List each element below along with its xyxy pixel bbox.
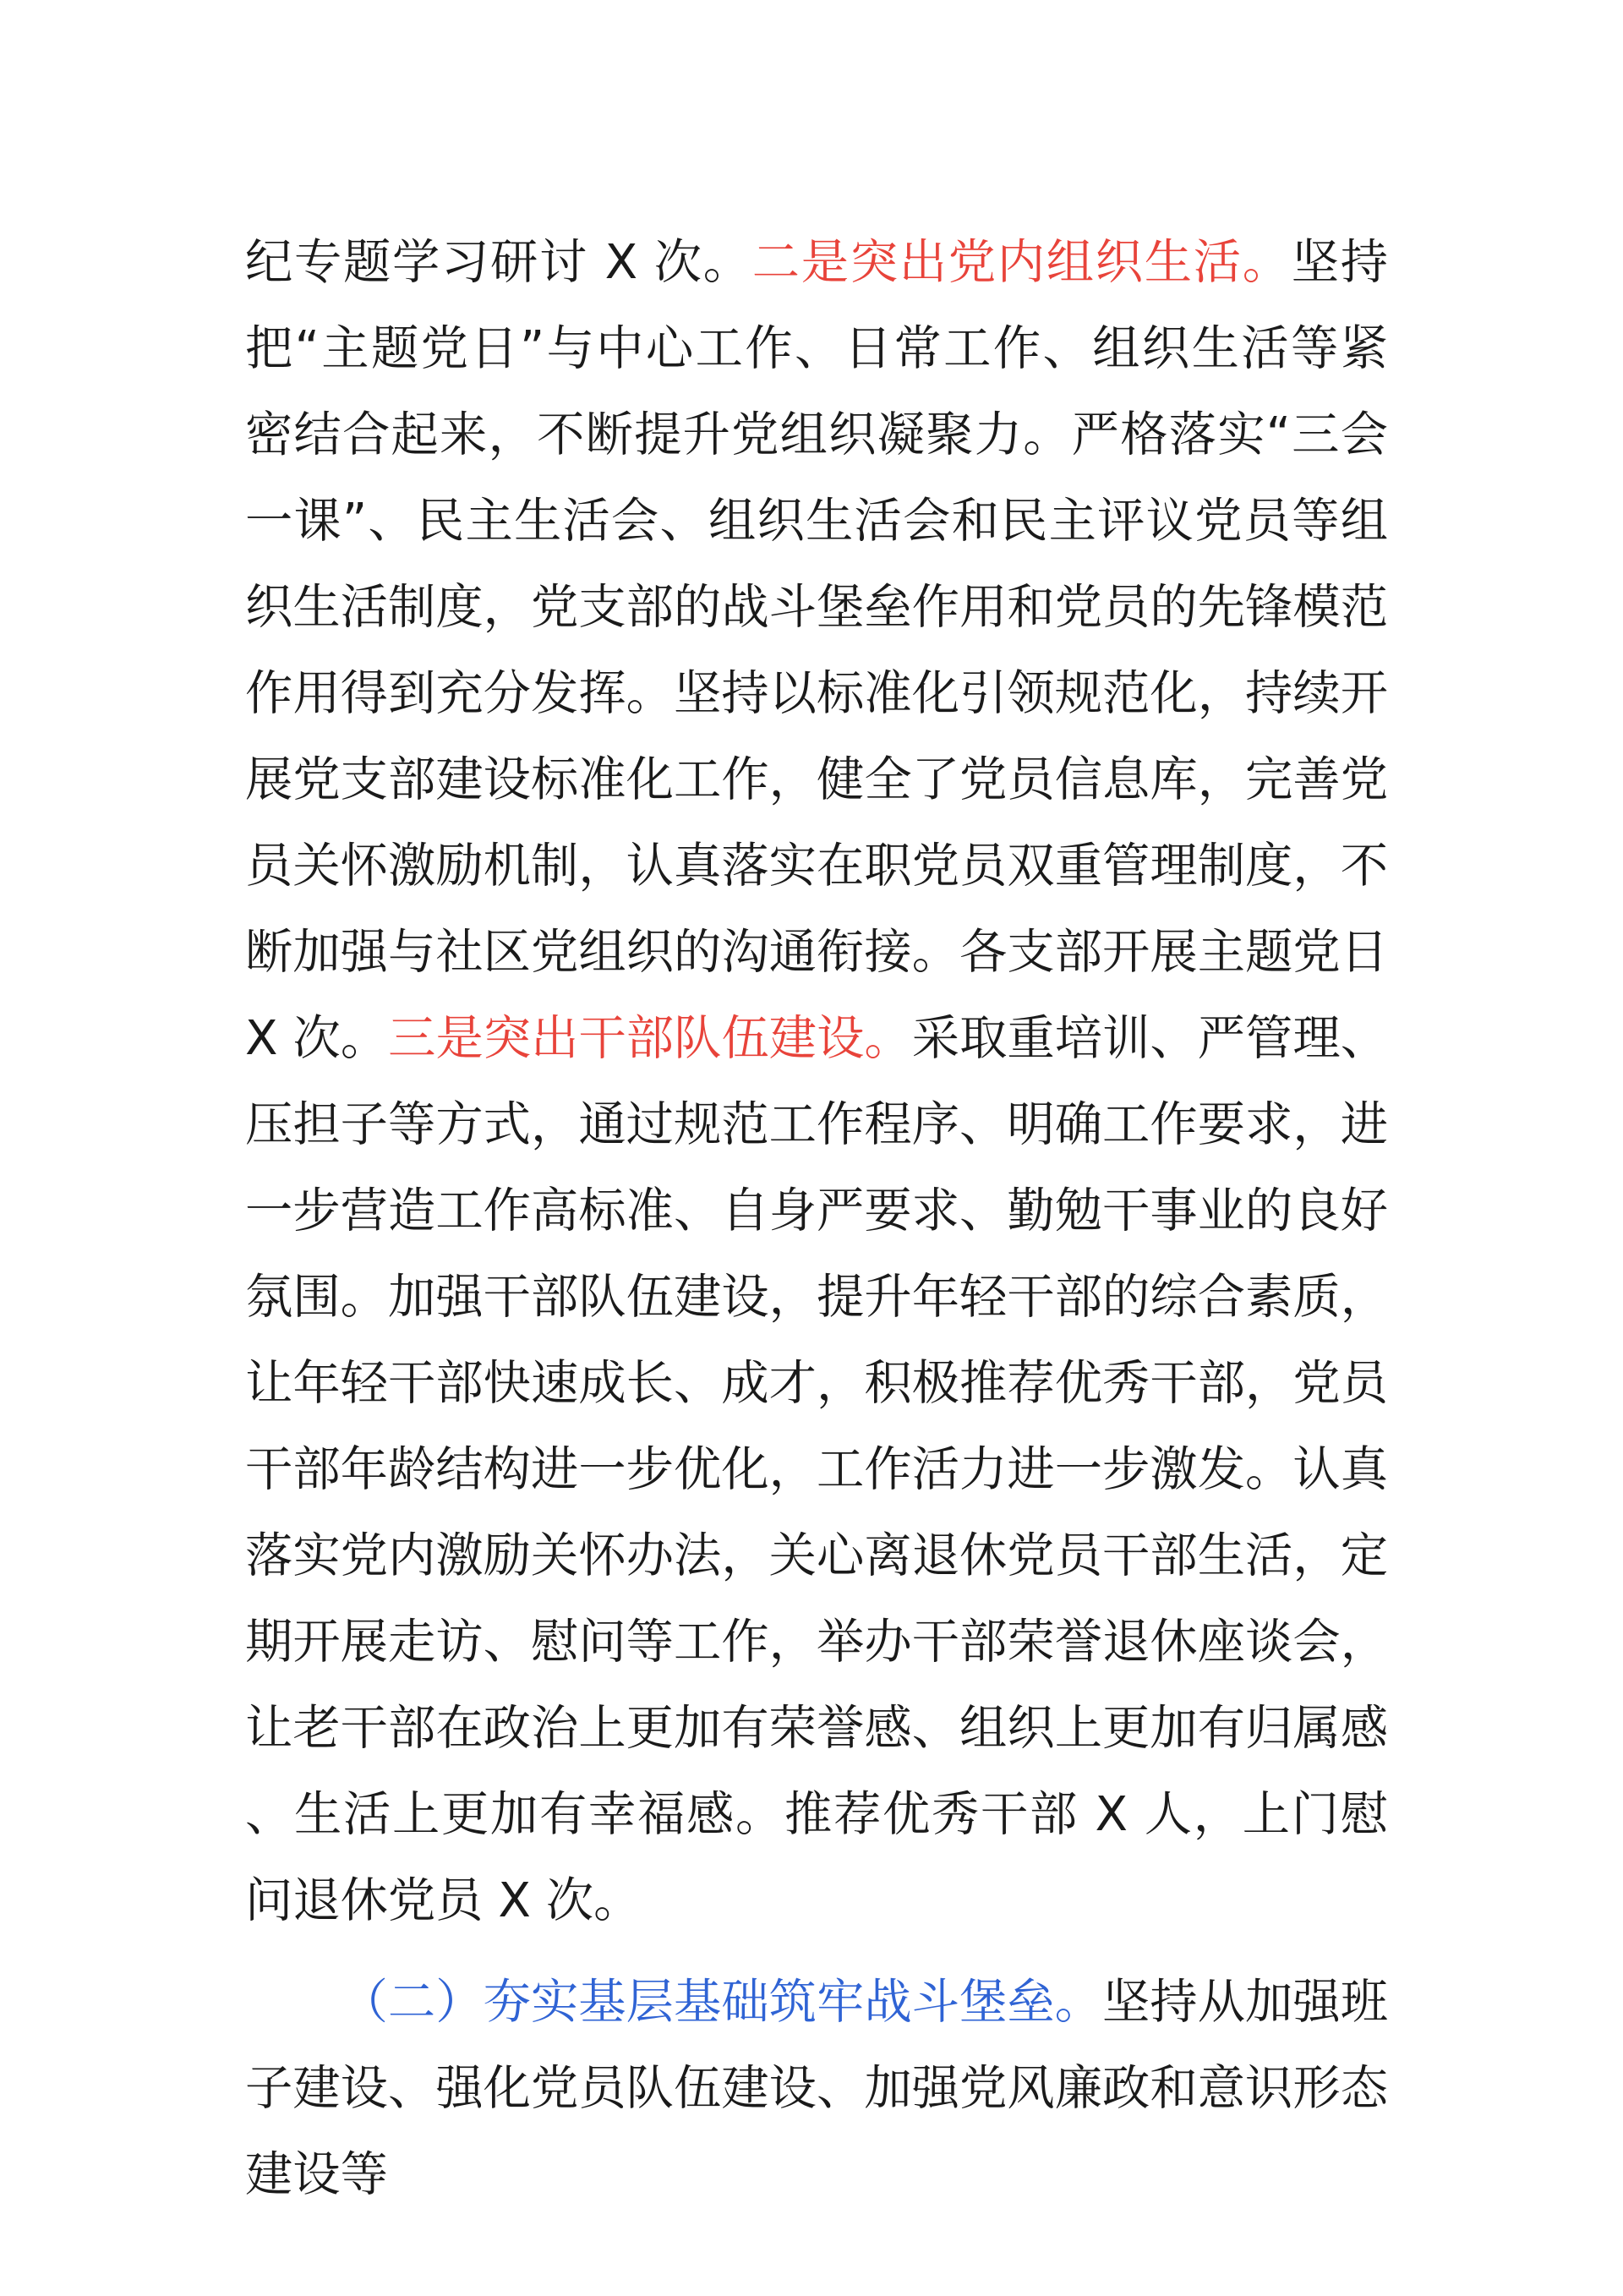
text-segment: 坚持把“主题党日”与中心工作、日常工作、组织生活等紧密结合起来，不断提升党组织凝聚力。严格落实“三会一课”、民主生活会、组织生活会和民主评议党员等组织生活制度，党支部的战斗堡垒作用和党员的先锋模范作用得到充分发挥。坚持以标准化引领规范化，持续开展党支部建设标准化工作，健全了党员信息库，完善党员关怀激励机制，认真落实在职党员双重管理制度，不断加强与社区党组织的沟通衔接。各支部开展主题党日 X 次。 — [245, 235, 1389, 1066]
text-segment: 采取重培训、严管理、压担子等方式，通过规范工作程序、明确工作要求，进一步营造工作高标准、自身严要求、勤勉干事业的良好氛围。加强干部队伍建设，提升年轻干部的综合素质，让年轻干部快速成长、成才，积极推荐优秀干部，党员干部年龄结构进一步优化，工作活力进一步激发。认真落实党内激励关怀办法，关心离退休党员干部生活，定期开展走访、慰问等工作，举办干部荣誉退休座谈会，让老干部在政治上更加有荣誉感、组织上更加有归属感、生活上更加有幸福感。推荐优秀干部 X 人，上门慰问退休党员 X 次。 — [245, 1011, 1389, 1928]
highlight-heading-party-life: 二是突出党内组织生活。 — [751, 235, 1292, 290]
text-segment: 坚持从加强班子建设、强化党员队伍建设、加强党风廉政和意识形态建设等 — [245, 1975, 1389, 2202]
document-page — [245, 220, 1388, 2218]
paragraph-grassroots-foundation — [245, 1960, 1388, 2218]
paragraph-party-life-and-cadres — [245, 220, 1388, 1944]
highlight-heading-cadre-team: 三是突出干部队伍建设。 — [388, 1011, 912, 1066]
text-segment: 纪专题学习研讨 X 次。 — [245, 235, 752, 290]
section-heading-grassroots: （二）夯实基层基础筑牢战斗堡垒。 — [340, 1975, 1103, 2030]
